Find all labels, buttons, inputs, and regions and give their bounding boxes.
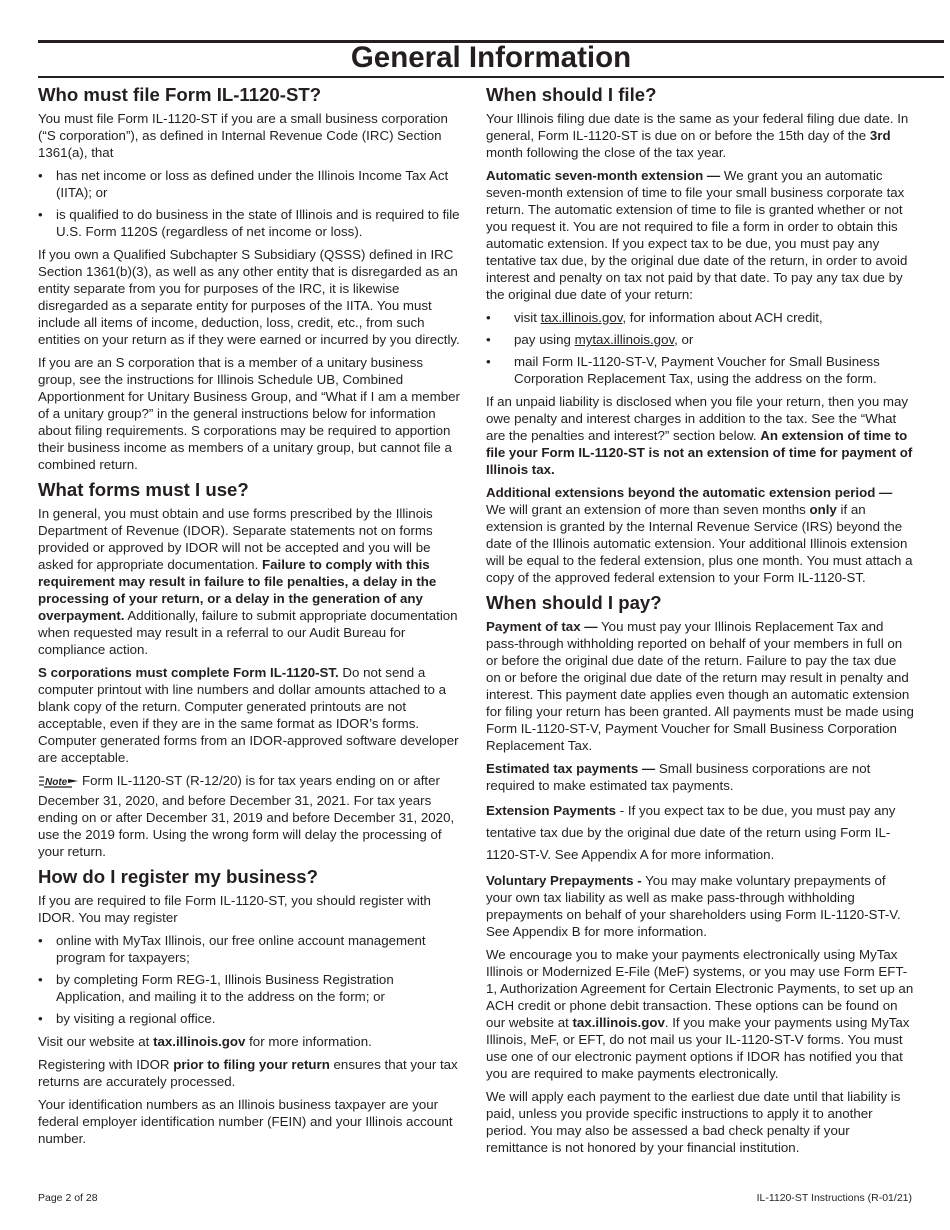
registering-paragraph: Registering with IDOR prior to filing your return ensures that your tax returns are accurately processed. [38,1057,458,1089]
qsss-paragraph: If you own a Qualified Subchapter S Subsidiary (QSSS) defined in IRC Section 1361(b)(3), as well as any other entity that is disregarded as an entity separate from you for purposes of the IRC, it is likewise disregarded as a separate entity for purposes of the IITA. You must include all items of income, deduction, loss, credit, etc., from such entities on your return as if they were earned or incurred by you directly. [38,247,460,347]
form-revision: IL-1120-ST Instructions (R-01/21) [756,1192,912,1204]
when-pay-heading: When should I pay? [486,592,662,613]
mytax-illinois-link[interactable]: mytax.illinois.gov [574,332,675,347]
page-number: Page 2 of 28 [38,1192,98,1204]
compliance-warning: Failure to comply with this requirement may result in failure to file penalties, a delay in the processing of your return, or a delay in the generation of any overpayment. [38,557,437,623]
list-item: • by visiting a regional office. [38,1010,460,1027]
payment-of-tax-paragraph: Payment of tax — You must pay your Illinois Replacement Tax and pass-through withholding reported on behalf of your members in full on or before the original due date of the return. Failure to pay the tax due on or before the original due date of the return may result in penalty and interest. This payment date applies even though an automatic extension for filing your return has been granted. All payments must be made using Form IL-1120-ST-V, Payment Voucher for Small Business Corporation Replacement Tax. [486,619,914,753]
unitary-paragraph: If you are an S corporation that is a member of a unitary business group, see the instructions for Illinois Schedule UB, Combined Apportionment for Unitary Business Group, and “What if I am a member of a unitary group?” in the general instructions below for information about filing requirements. S corporations may be required to apportion their business income as members of a unitary group, but cannot file a combined return. [38,355,460,472]
list-item: • has net income or loss as defined under the Illinois Income Tax Act (IITA); or [38,167,460,201]
visit-website-paragraph: Visit our website at tax.illinois.gov for more information. [38,1034,372,1049]
note-label: Note [45,777,68,788]
website-link[interactable]: tax.illinois.gov [153,1034,246,1049]
list-item: • mail Form IL-1120-ST-V, Payment Voucher for Small Business Corporation Replacement Tax, using the address on the form. [486,353,914,387]
due-date-paragraph: Your Illinois filing due date is the same as your federal filing due date. In general, Form IL-1120-ST is due on or before the 15th day of the 3rd month following the close of the tax year. [486,111,909,160]
list-item: • online with MyTax Illinois, our free online account management program for taxpayers; [38,932,460,966]
right-column [486,84,914,1162]
list-item: • by completing Form REG-1, Illinois Business Registration Application, and mailing it to the address on the form; or [38,971,460,1005]
register-bullet-list [38,932,460,1027]
list-item: • visit tax.illinois.gov, for information about ACH credit, [486,309,914,326]
when-file-heading: When should I file? [486,84,657,105]
note-icon [38,774,80,792]
register-heading: How do I register my business? [38,866,319,887]
register-section [38,866,460,1147]
page-title: General Information [350,41,632,74]
website-link[interactable]: tax.illinois.gov [572,1015,665,1030]
who-bullet-list [38,167,460,240]
extension-payments-paragraph: Extension Payments - If you expect tax to be due, you must pay any tentative tax due by the original due date of the return using Form IL-1120-ST-V. See Appendix A for more information. [486,803,896,862]
forms-paragraph: In general, you must obtain and use forms prescribed by the Illinois Department of Revenue (IDOR). Separate statements not on forms provided or approved by IDOR will not be accepted and you will be asked for appropriate documentation. Failure to comply with this requirement may result in failure to file penalties, a delay in the processing of your return, or a delay in the generation of any overpayment. Additionally, failure to submit appropriate documentation when requested may result in a referral to our Audit Bureau for compliance action. [38,506,458,657]
s-corp-paragraph: S corporations must complete Form IL-1120-ST. Do not send a computer printout with line numbers and dollar amounts attached to a blank copy of the return. Computer generated printouts are not acceptable, even if they are in the same format as IDOR’s forms. Computer generated forms from an IDOR-approved software developer are acceptable. [38,665,459,765]
voluntary-prepayments-paragraph: Voluntary Prepayments - You may make voluntary prepayments of your own tax liability as well as make pass-through withholding prepayments on behalf of your shareholders using Form IL-1120-ST-V. See Appendix B for more information. [486,873,901,939]
payment-application-paragraph: We will apply each payment to the earliest due date until that liability is paid, unless you provide specific instructions to apply it to another period. You may also be assessed a bad check penalty if your remittance is not honored by your financial institution. [486,1089,901,1155]
who-must-file-section [38,84,460,473]
list-item: • is qualified to do business in the state of Illinois and is required to file U.S. Form 1120S (regardless of net income or loss). [38,206,460,240]
forms-section [38,479,460,860]
electronic-payments-paragraph: We encourage you to make your payments electronically using MyTax Illinois or Modernized E-File (MeF) systems, or you may use Form EFT-1, Authorization Agreement for Certain Electronic Payments, to set up an ACH credit or phone debit transaction. These options can be found on our website at tax.illinois.gov. If you make your payments using MyTax Illinois, MeF, or EFT, do not mail us your IL-1120-ST-V forms. You must use one of our electronic payment options if IDOR has notified you that you are required to make payments electronically. [486,947,914,1081]
when-file-section [486,84,914,586]
title-underline [38,76,944,78]
forms-heading: What forms must I use? [38,479,249,500]
automatic-extension-paragraph: Automatic seven-month extension — We grant you an automatic seven-month extension of time to file your small business corporate tax return. The automatic extension of time to file is granted whether or not you request it. You are not required to file a form in order to obtain this automatic extension. If you expect tax to be due, you must pay any tentative tax due, by the original due date of the return, in order to avoid interest and penalty on tax not paid by that date. To pay any tax due by the original due date of your return: [486,168,908,302]
who-intro: You must file Form IL-1120-ST if you are a small business corporation (“S corporation”), as defined in Internal Revenue Code (IRC) Section 1361(a), that [38,111,448,160]
when-pay-section [486,592,914,1156]
estimated-payments-paragraph: Estimated tax payments — Small business corporations are not required to make estimated tax payments. [486,761,871,793]
payment-options-list [486,309,914,387]
identification-paragraph: Your identification numbers as an Illinois business taxpayer are your federal employer identification number (FEIN) and your Illinois account number. [38,1097,453,1146]
who-must-file-heading: Who must file Form IL-1120-ST? [38,84,322,105]
left-column [38,84,460,1153]
register-intro: If you are required to file Form IL-1120-ST, you should register with IDOR. You may register [38,893,431,925]
note-paragraph: Note Form IL-1120-ST (R-12/20) is for tax years ending on or after December 31, 2020, and before December 31, 2021. For tax years ending on or after December 31, 2019 and before December 31, 2020, use the 2019 form. Using the wrong form will delay the processing of your return. [38,773,455,859]
unpaid-liability-paragraph: If an unpaid liability is disclosed when you file your return, then you may owe penalty and interest charges in addition to the tax. See the “What are the penalties and interest?” section below. An extension of time to file your Form IL-1120-ST is not an extension of time for payment of Illinois tax. [486,394,913,477]
list-item: • pay using mytax.illinois.gov, or [486,331,914,348]
tax-illinois-link[interactable]: tax.illinois.gov [540,310,623,325]
additional-extensions-paragraph: Additional extensions beyond the automatic extension period — We will grant an extension of more than seven months only if an extension is granted by the Internal Revenue Service (IRS) beyond the date of the Illinois automatic extension. Your additional Illinois extension will be equal to the federal extension, plus one month. You must attach a copy of the approved federal extension to your Form IL-1120-ST. [486,485,913,585]
